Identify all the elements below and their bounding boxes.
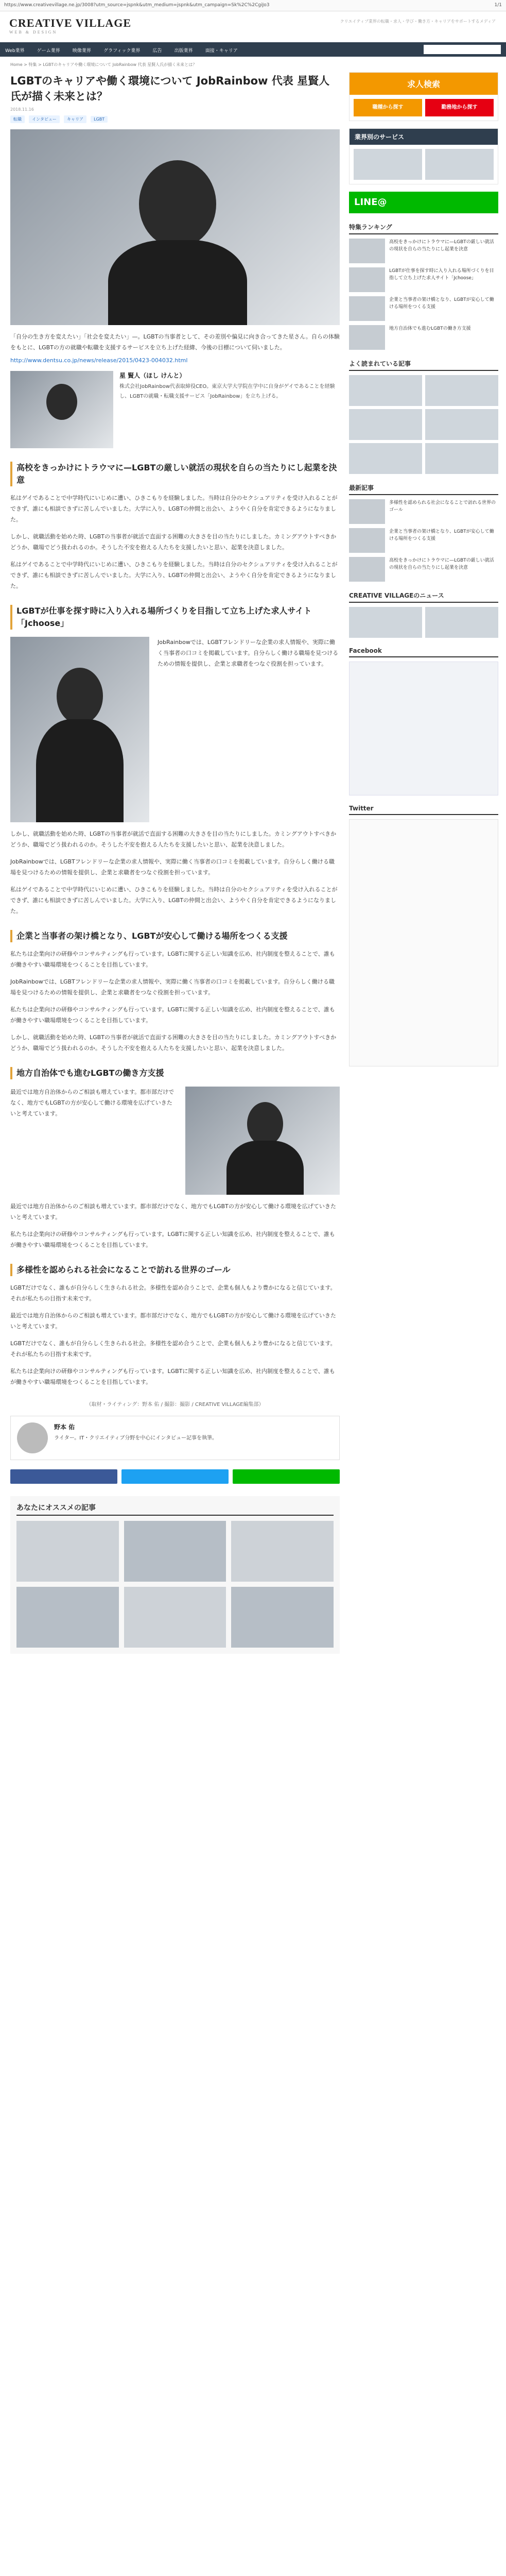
- new-item-title: 高校をきっかけにトラウマに—LGBTの厳しい就活の現状を自らの当たりにし起業を決意: [389, 558, 494, 570]
- portrait-head: [57, 668, 103, 724]
- search-by-job-button[interactable]: 職種から探す: [354, 99, 422, 116]
- section-heading: 多様性を認められる社会になることで訪れる世界のゴール: [10, 1264, 340, 1276]
- breadcrumb[interactable]: Home > 特集 > LGBTのキャリアや働く環境について JobRainbow 代表 星賢人氏が描く未来とは？: [10, 62, 197, 67]
- popular-card[interactable]: [425, 409, 498, 440]
- service-box: [349, 128, 498, 184]
- recommended-card[interactable]: [231, 1521, 334, 1582]
- thumbnail: [349, 557, 385, 582]
- ranking-item-title: 企業と当事者の架け橋となり、LGBTが安心して働ける場所をつくる支援: [389, 297, 494, 310]
- profile-block: [10, 371, 340, 448]
- tag[interactable]: キャリア: [64, 115, 86, 123]
- new-title: 最新記事: [349, 481, 498, 495]
- twitter-widget[interactable]: [349, 819, 498, 1066]
- search-input[interactable]: [424, 45, 501, 54]
- site-tagline: クリエイティブ業界の転職・求人・学び・働き方・キャリアをサポートするメディア: [340, 19, 496, 24]
- paragraph: 私たちは企業向けの研修やコンサルティングも行っています。LGBTに関する正しい知識を広め、社内制度を整えることで、誰もが働きやすい職場環境をつくることを目指しています。: [10, 1231, 335, 1248]
- popular-card[interactable]: [349, 443, 422, 474]
- job-search-title: 求人検索: [350, 73, 498, 95]
- ranking-item[interactable]: [349, 239, 498, 263]
- nav-item[interactable]: ゲーム業界: [37, 48, 60, 54]
- paragraph: 私はゲイであることで中学時代にいじめに遭い、ひきこもりを経験しました。当時は自分のセクシュアリティを受け入れることができず、誰にも相談できずに苦しんでいました。大学に入り、LGBTの仲間と出会い、ようやく自分を肯定できるようになりました。: [10, 886, 338, 914]
- nav-item[interactable]: 広告: [152, 48, 162, 54]
- url-text: https://www.creativevillage.ne.jp/3008?utm_source=jspnk&utm_medium=jspnk&utm_campaign=Sk%2C%2CgiJo3: [4, 3, 270, 8]
- profile-photo: [10, 371, 113, 448]
- author-box: [10, 1416, 340, 1460]
- paragraph: JobRainbowでは、LGBTフレンドリーな企業の求人情報や、実際に働く当事者の口コミを掲載しています。自分らしく働ける職場を見つけるための情報を提供し、企業と求職者をつなぐ役割を担っています。: [10, 978, 335, 996]
- logo-subtitle: WEB & DESIGN: [9, 30, 58, 35]
- lead-paragraph: 「自分の生き方を変えたい」「社会を変えたい」—。LGBTの当事者として、その差別や偏見に向き合ってきた星さん。自らの体験をもとに、LGBTの方の就職や転職を支援するサービスを立ち上げた経緯、今後の目標について伺いました。: [10, 333, 340, 351]
- recommended-card[interactable]: [124, 1521, 226, 1582]
- popular-card[interactable]: [349, 375, 422, 406]
- tag[interactable]: LGBT: [91, 116, 108, 123]
- nav-item[interactable]: 出版業界: [174, 48, 193, 54]
- service-title: 業界別のサービス: [350, 129, 498, 145]
- paragraph: 最近では地方自治体からのご相談も増えています。都市部だけでなく、地方でもLGBTの方が安心して働ける環境を広げていきたいと考えています。: [10, 1089, 175, 1117]
- new-item[interactable]: [349, 557, 498, 582]
- logo-text: CREATIVE VILLAGE: [9, 16, 132, 29]
- nav-item[interactable]: 面接・キャリア: [205, 48, 238, 54]
- recommended-card[interactable]: [231, 1587, 334, 1648]
- paragraph: JobRainbowでは、LGBTフレンドリーな企業の求人情報や、実際に働く当事者の口コミを掲載しています。自分らしく働ける職場を見つけるための情報を提供し、企業と求職者をつなぐ役割を担っています。: [10, 858, 335, 876]
- article-date: 2018.11.16: [10, 107, 34, 112]
- service-grid: [354, 149, 494, 180]
- new-item[interactable]: [349, 528, 498, 553]
- recommended-card[interactable]: [16, 1587, 119, 1648]
- line-share-button[interactable]: [233, 1469, 340, 1484]
- popular-grid: [349, 375, 498, 474]
- sidebar: [349, 72, 498, 1066]
- service-banner[interactable]: [425, 149, 494, 180]
- paragraph: しかし、就職活動を始めた時、LGBTの当事者が就活で直面する困難の大きさを目の当たりにしました。カミングアウトすべきかどうか、職場でどう扱われるのか。そうした不安を抱える人たちを支援したいと思い、起業を決意しました。: [10, 1034, 337, 1052]
- recommended-card[interactable]: [124, 1587, 226, 1648]
- thumbnail: [349, 239, 385, 263]
- search-by-area-button[interactable]: 勤務地から探す: [425, 99, 494, 116]
- article-title: LGBTのキャリアや働く環境について JobRainbow 代表 星賢人氏が描く未来とは？: [10, 75, 330, 103]
- news-card[interactable]: [349, 607, 422, 638]
- share-buttons: [10, 1469, 340, 1484]
- site-header: [0, 11, 506, 42]
- profile-text: 株式会社JobRainbow代表取締役CEO。東京大学大学院在学中に自身がゲイであることを経験し、LGBTの就職・転職支援サービス「JobRainbow」を立ち上げる。: [119, 384, 335, 399]
- service-banner[interactable]: [354, 149, 422, 180]
- twitter-title: Twitter: [349, 803, 498, 815]
- ranking-item-title: LGBTが仕事を探す時に入り入れる場所づくりを目指して立ち上げた求人サイト「Jchoose」: [389, 268, 494, 281]
- tag-list: [10, 115, 340, 123]
- cv-news-grid: [349, 607, 498, 638]
- popular-card[interactable]: [349, 409, 422, 440]
- service-body: [350, 145, 498, 184]
- paragraph: LGBTだけでなく、誰もが自分らしく生きられる社会。多様性を認め合うことで、企業も個人もより豊かになると信じています。それが私たちの目指す未来です。: [10, 1340, 336, 1358]
- image-text-row: [10, 637, 340, 822]
- thumbnail: [349, 267, 385, 292]
- reference-link[interactable]: http://www.dentsu.co.jp/news/release/2015/0423-004032.html: [10, 357, 188, 364]
- portrait-body: [108, 240, 247, 325]
- hero-photo: [10, 129, 340, 325]
- nav-item[interactable]: グラフィック業界: [103, 48, 141, 54]
- new-item[interactable]: [349, 499, 498, 524]
- recommended-title: あなたにオススメの記事: [16, 1502, 334, 1516]
- paragraph: 私はゲイであることで中学時代にいじめに遭い、ひきこもりを経験しました。当時は自分のセクシュアリティを受け入れることができず、誰にも相談できずに苦しんでいました。大学に入り、LGBTの仲間と出会い、ようやく自分を肯定できるようになりました。: [10, 495, 338, 523]
- browser-url-bar[interactable]: [0, 0, 506, 11]
- portrait-head: [247, 1102, 283, 1146]
- page-indicator: 1/1: [494, 3, 502, 8]
- section-heading: 地方自治体でも進むLGBTの働き方支援: [10, 1067, 340, 1079]
- recommended-card[interactable]: [16, 1521, 119, 1582]
- portrait-head: [139, 160, 216, 248]
- twitter-share-button[interactable]: [121, 1469, 229, 1484]
- paragraph: 最近では地方自治体からのご相談も増えています。都市部だけでなく、地方でもLGBTの方が安心して働ける環境を広げていきたいと考えています。: [10, 1312, 336, 1330]
- nav-item[interactable]: 映像業界: [72, 48, 91, 54]
- paragraph: 私たちは企業向けの研修やコンサルティングも行っています。LGBTに関する正しい知識を広め、社内制度を整えることで、誰もが働きやすい職場環境をつくることを目指しています。: [10, 1006, 335, 1024]
- tag[interactable]: インタビュー: [29, 115, 60, 123]
- job-search-body: [350, 95, 498, 121]
- job-search-box: [349, 72, 498, 121]
- paragraph: LGBTだけでなく、誰もが自分らしく生きられる社会。多様性を認め合うことで、企業も個人もより豊かになると信じています。それが私たちの目指す未来です。: [10, 1284, 336, 1302]
- ranking-item[interactable]: [349, 296, 498, 321]
- profile-bio: [119, 371, 340, 448]
- facebook-share-button[interactable]: [10, 1469, 117, 1484]
- cv-news-title: CREATIVE VILLAGEのニュース: [349, 589, 498, 603]
- ranking-item[interactable]: [349, 325, 498, 350]
- article-photo: [10, 637, 149, 822]
- portrait-head: [46, 384, 77, 420]
- author-avatar: [17, 1422, 48, 1453]
- section-heading: 企業と当事者の架け橋となり、LGBTが安心して働ける場所をつくる支援: [10, 930, 340, 942]
- article-photo: [185, 1087, 340, 1195]
- paragraph: しかし、就職活動を始めた時、LGBTの当事者が就活で直面する困難の大きさを目の当たりにしました。カミングアウトすべきかどうか、職場でどう扱われるのか。そうした不安を抱える人たちを支援したいと思い、起業を決意しました。: [10, 831, 337, 848]
- new-item-title: 企業と当事者の架け橋となり、LGBTが安心して働ける場所をつくる支援: [389, 529, 494, 541]
- recommended-articles: [10, 1496, 340, 1654]
- article-main: [10, 73, 340, 1654]
- ranking-item-title: 地方自治体でも進むLGBTの働き方支援: [389, 326, 471, 331]
- author-text: ライター。IT・クリエイティブ分野を中心にインタビュー記事を執筆。: [54, 1435, 217, 1441]
- new-item-title: 多様性を認められる社会になることで訪れる世界のゴール: [389, 500, 496, 513]
- thumbnail: [349, 296, 385, 321]
- thumbnail: [349, 528, 385, 553]
- recommended-grid: [16, 1521, 334, 1648]
- news-card[interactable]: [425, 607, 498, 638]
- paragraph: JobRainbowでは、LGBTフレンドリーな企業の求人情報や、実際に働く当事者の口コミを掲載しています。自分らしく働ける職場を見つけるための情報を提供し、企業と求職者をつなぐ役割を担っています。: [158, 639, 339, 667]
- section-heading: 高校をきっかけにトラウマに—LGBTの厳しい就活の現状を自らの当たりにし起業を決意: [10, 462, 340, 486]
- popular-title: よく読まれている記事: [349, 357, 498, 371]
- ranking-item[interactable]: [349, 267, 498, 292]
- paragraph: 私たちは企業向けの研修やコンサルティングも行っています。LGBTに関する正しい知識を広め、社内制度を整えることで、誰もが働きやすい職場環境をつくることを目指しています。: [10, 1368, 335, 1385]
- job-search-buttons: [354, 99, 494, 116]
- ranking-title: 特集ランキング: [349, 221, 498, 234]
- portrait-body: [226, 1141, 304, 1195]
- ranking-item-title: 高校をきっかけにトラウマに—LGBTの厳しい就活の現状を自らの当たりにし起業を決意: [389, 240, 494, 252]
- credits: （取材・ライティング：野本 佑 / 撮影：撮影 / CREATIVE VILLAGE編集部）: [86, 1402, 264, 1408]
- facebook-title: Facebook: [349, 645, 498, 657]
- popular-card[interactable]: [425, 443, 498, 474]
- paragraph: 私はゲイであることで中学時代にいじめに遭い、ひきこもりを経験しました。当時は自分のセクシュアリティを受け入れることができず、誰にも相談できずに苦しんでいました。大学に入り、LGBTの仲間と出会い、ようやく自分を肯定できるようになりました。: [10, 561, 338, 589]
- thumbnail: [349, 499, 385, 524]
- site-logo[interactable]: [9, 16, 131, 35]
- popular-card[interactable]: [425, 375, 498, 406]
- profile-name: 星 賢人（ほし けんと）: [119, 372, 186, 379]
- tag[interactable]: 転職: [10, 115, 25, 123]
- section-heading: LGBTが仕事を探す時に入り入れる場所づくりを目指して立ち上げた求人サイト「Jchoose」: [10, 605, 340, 630]
- facebook-widget[interactable]: [349, 662, 498, 795]
- thumbnail: [349, 325, 385, 350]
- nav-item[interactable]: Web業界: [5, 48, 25, 54]
- line-banner[interactable]: LINE@: [349, 192, 498, 213]
- paragraph: 最近では地方自治体からのご相談も増えています。都市部だけでなく、地方でもLGBTの方が安心して働ける環境を広げていきたいと考えています。: [10, 1203, 336, 1221]
- image-text-row: [10, 1087, 340, 1195]
- paragraph: 私たちは企業向けの研修やコンサルティングも行っています。LGBTに関する正しい知識を広め、社内制度を整えることで、誰もが働きやすい職場環境をつくることを目指しています。: [10, 951, 335, 968]
- author-name: 野本 佑: [54, 1423, 75, 1431]
- main-nav: [0, 42, 506, 57]
- author-bio: [54, 1422, 217, 1453]
- portrait-body: [36, 719, 124, 822]
- paragraph: しかし、就職活動を始めた時、LGBTの当事者が就活で直面する困難の大きさを目の当たりにしました。カミングアウトすべきかどうか、職場でどう扱われるのか。そうした不安を抱える人たちを支援したいと思い、起業を決意しました。: [10, 533, 337, 551]
